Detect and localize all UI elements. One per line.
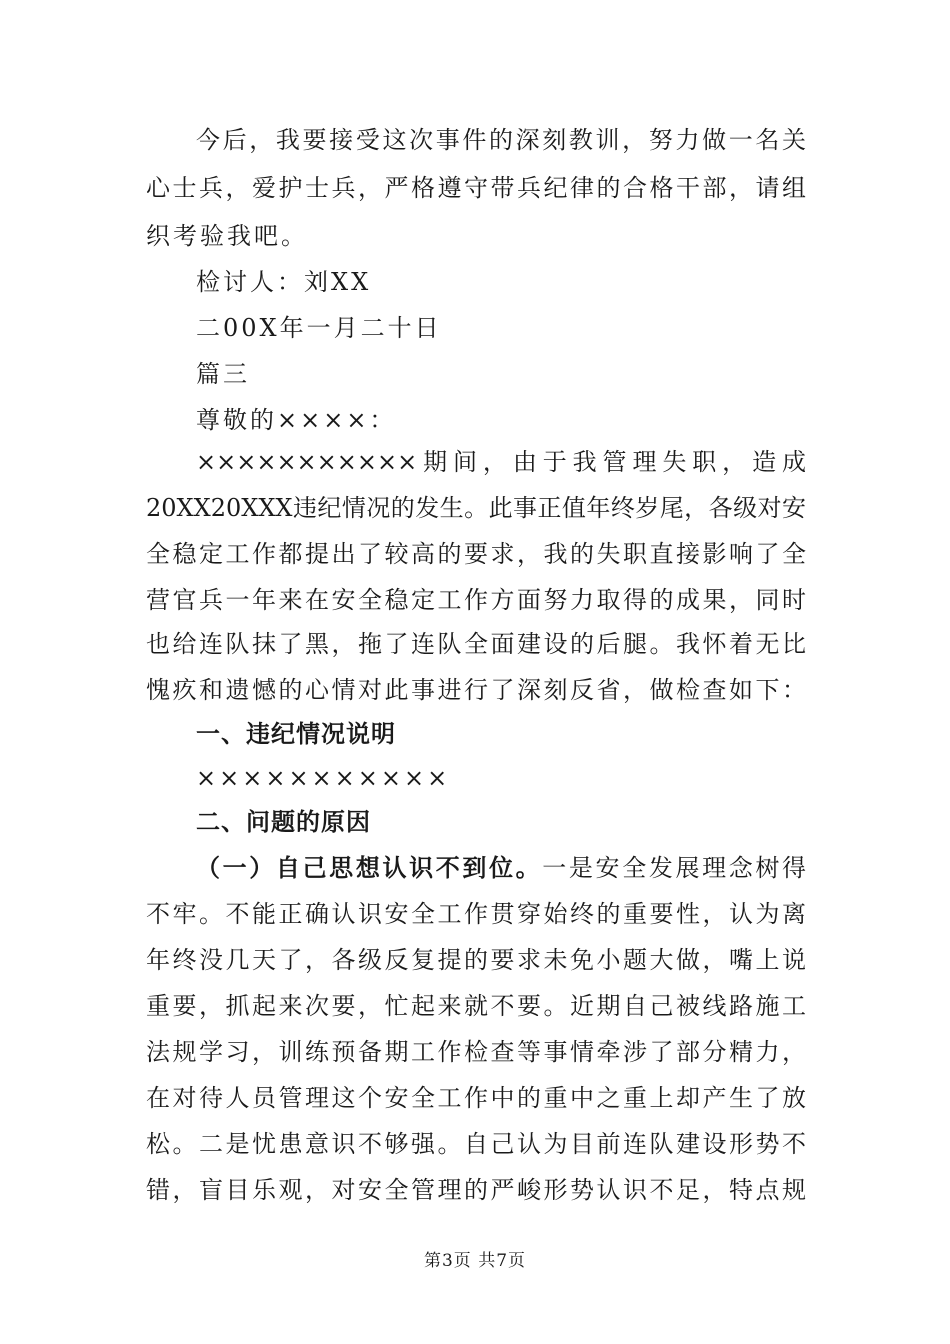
- paragraph-line: 也给连队抹了黑，拖了连队全面建设的后腿。我怀着无比: [146, 630, 806, 658]
- paragraph-line: 20XX20XXX违纪情况的发生。此事正值年终岁尾，各级对安: [146, 494, 806, 522]
- date-line: 二00X年一月二十日: [196, 314, 442, 342]
- subsection-heading: （一）自己思想认识不到位。: [196, 854, 543, 882]
- paragraph-line: [196, 853, 806, 883]
- paragraph-line: 年终没几天了，各级反复提的要求未免小题大做，嘴上说: [146, 946, 806, 974]
- paragraph-line: 错，盲目乐观，对安全管理的严峻形势认识不足，特点规: [146, 1176, 806, 1204]
- paragraph-line: 今后，我要接受这次事件的深刻教训，努力做一名关: [196, 126, 806, 154]
- paragraph-line: 织考验我吧。: [146, 222, 308, 250]
- section-title: 篇三: [196, 360, 250, 388]
- paragraph-line: 松。二是忧患意识不够强。自己认为目前连队建设形势不: [146, 1130, 806, 1158]
- paragraph-line: 营官兵一年来在安全稳定工作方面努力取得的成果，同时: [146, 586, 806, 614]
- paragraph-text: 一是安全发展理念树得: [542, 854, 806, 882]
- section-heading: 二、问题的原因: [196, 808, 371, 836]
- page-number-footer: 第3页 共7页: [423, 1251, 527, 1271]
- paragraph-line: 心士兵，爱护士兵，严格遵守带兵纪律的合格干部，请组: [146, 174, 806, 202]
- paragraph-line: 重要，抓起来次要，忙起来就不要。近期自己被线路施工: [146, 992, 806, 1020]
- paragraph-line: 在对待人员管理这个安全工作中的重中之重上却产生了放: [146, 1084, 806, 1112]
- section-heading: 一、违纪情况说明: [196, 720, 396, 748]
- paragraph-line: ×××××××××××: [196, 764, 451, 792]
- paragraph-line: 愧疚和遗憾的心情对此事进行了深刻反省，做检查如下：: [146, 676, 806, 704]
- paragraph-line: 法规学习，训练预备期工作检查等事情牵涉了部分精力，: [146, 1038, 806, 1066]
- paragraph-line: 全稳定工作都提出了较高的要求，我的失职直接影响了全: [146, 540, 806, 568]
- paragraph-line: ×××××××××××期间，由于我管理失职，造成: [196, 448, 806, 476]
- paragraph-line: 不牢。不能正确认识安全工作贯穿始终的重要性，认为离: [146, 900, 806, 928]
- signature-line: 检讨人：刘XX: [196, 268, 372, 296]
- salutation: 尊敬的××××：: [196, 406, 397, 434]
